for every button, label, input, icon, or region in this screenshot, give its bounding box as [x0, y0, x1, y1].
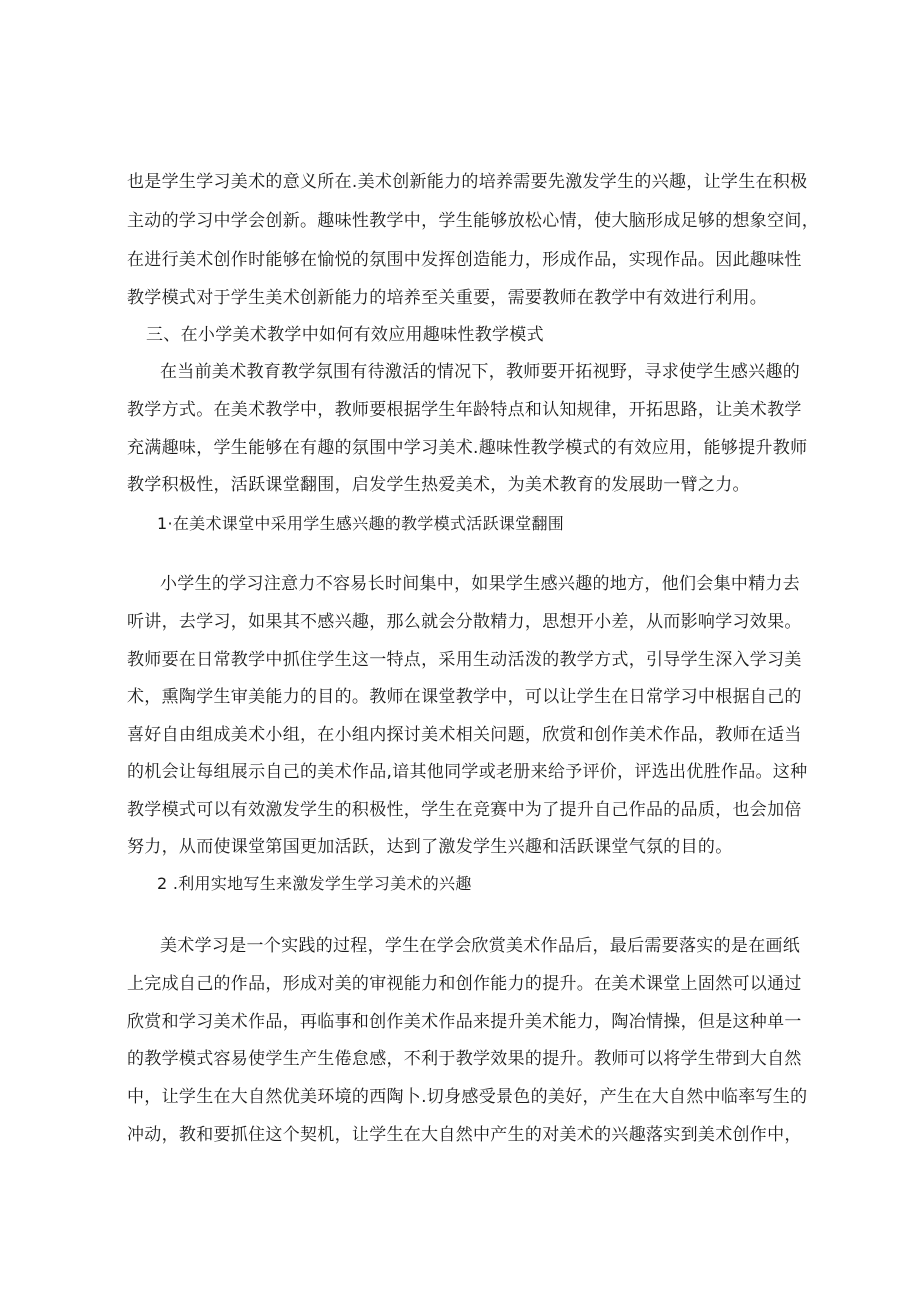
- text-line: 的机会让每组展示自己的美术作品,谙其他同学或老册来给予评价，评选出优胜作品。这种: [127, 762, 808, 782]
- text-line: 喜好自由组成美术小组，在小组内探讨美术相关问题，欣赏和创作美术作品，教师在适当: [127, 725, 802, 745]
- text-line: 术，熏陶学生审美能力的目的。教师在课堂教学中，可以让学生在日常学习中根据自己的: [127, 687, 802, 707]
- text-line: 充满趣味，学生能够在有趣的氛围中学习美术.趣味性教学模式的有效应用，能够提升教师: [127, 438, 808, 458]
- text-line: 在当前美术教育教学氛围有待激活的情况下，教师要开拓视野，寻求使学生感兴趣的: [160, 362, 801, 382]
- text-line: 听讲，去学习，如果其不感兴趣，那么就会分散精力，思想开小差，从而影响学习效果。: [127, 612, 802, 632]
- text-line: 也是学生学习美术的意义所在.美术创新能力的培养需要先激发学生的兴趣，让学生在积极: [127, 172, 808, 192]
- text-line: 在进行美术创作时能够在愉悦的氛围中发挥创造能力，形成作品，实现作品。因此趣味性: [127, 250, 802, 270]
- text-line: 冲动，教和要抓住这个契机，让学生在大自然中产生的对美术的兴趣落实到美术创作中，: [127, 1125, 802, 1145]
- text-line: 努力，从而使课堂第国更加活跃，达到了激发学生兴趣和活跃课堂气氛的目的。: [127, 837, 733, 857]
- text-line: 小学生的学习注意力不容易长时间集中，如果学生感兴趣的地方，他们会集中精力去: [160, 574, 801, 594]
- subsection-heading: 1·在美术课堂中采用学生感兴趣的教学模式活跃课堂翻围: [157, 514, 565, 533]
- text-line: 美术学习是一个实践的过程，学生在学会欣赏美术作品后，最后需要落实的是在画纸: [160, 936, 801, 956]
- subsection-heading: 2 .利用实地写生来激发学生学习美术的兴趣: [157, 874, 472, 893]
- text-line: 欣赏和学习美术作品，再临事和创作美术作品来提升美术能力，陶冶情操，但是这种单一: [127, 1012, 802, 1032]
- section-heading: 三、在小学美术教学中如何有效应用趣味性教学模式: [146, 325, 544, 345]
- text-line: 上完成自己的作品，形成对美的审视能力和创作能力的提升。在美术课堂上固然可以通过: [127, 974, 802, 994]
- text-line: 主动的学习中学会创新。趣味性教学中，学生能够放松心情，使大脑形成足够的想象空间，: [127, 211, 819, 231]
- text-line: 教学模式对于学生美术创新能力的培养至关重要，需要教师在教学中有效进行利用。: [127, 288, 768, 308]
- text-line: 教师要在日常教学中抓住学生这一特点，采用生动活泼的教学方式，引导学生深入学习美: [127, 650, 802, 670]
- text-line: 的教学模式容易使学生产生倦怠感，不利于教学效果的提升。教师可以将学生带到大自然: [127, 1049, 802, 1069]
- text-line: 教学模式可以有效激发学生的积极性，学生在竞赛中为了提升自己作品的品质，也会加倍: [127, 800, 802, 820]
- text-line: 教学方式。在美术教学中，教师要根据学生年龄特点和认知规律，开拓思路，让美术教学: [127, 400, 802, 420]
- text-line: 中，让学生在大自然优美环境的西陶卜.切身感受景色的美好，产生在大自然中临率写生的: [127, 1087, 808, 1107]
- text-line: 教学积极性，活跃课堂翻围，启发学生热爱美术，为美术教育的发展助一臂之力。: [127, 475, 750, 495]
